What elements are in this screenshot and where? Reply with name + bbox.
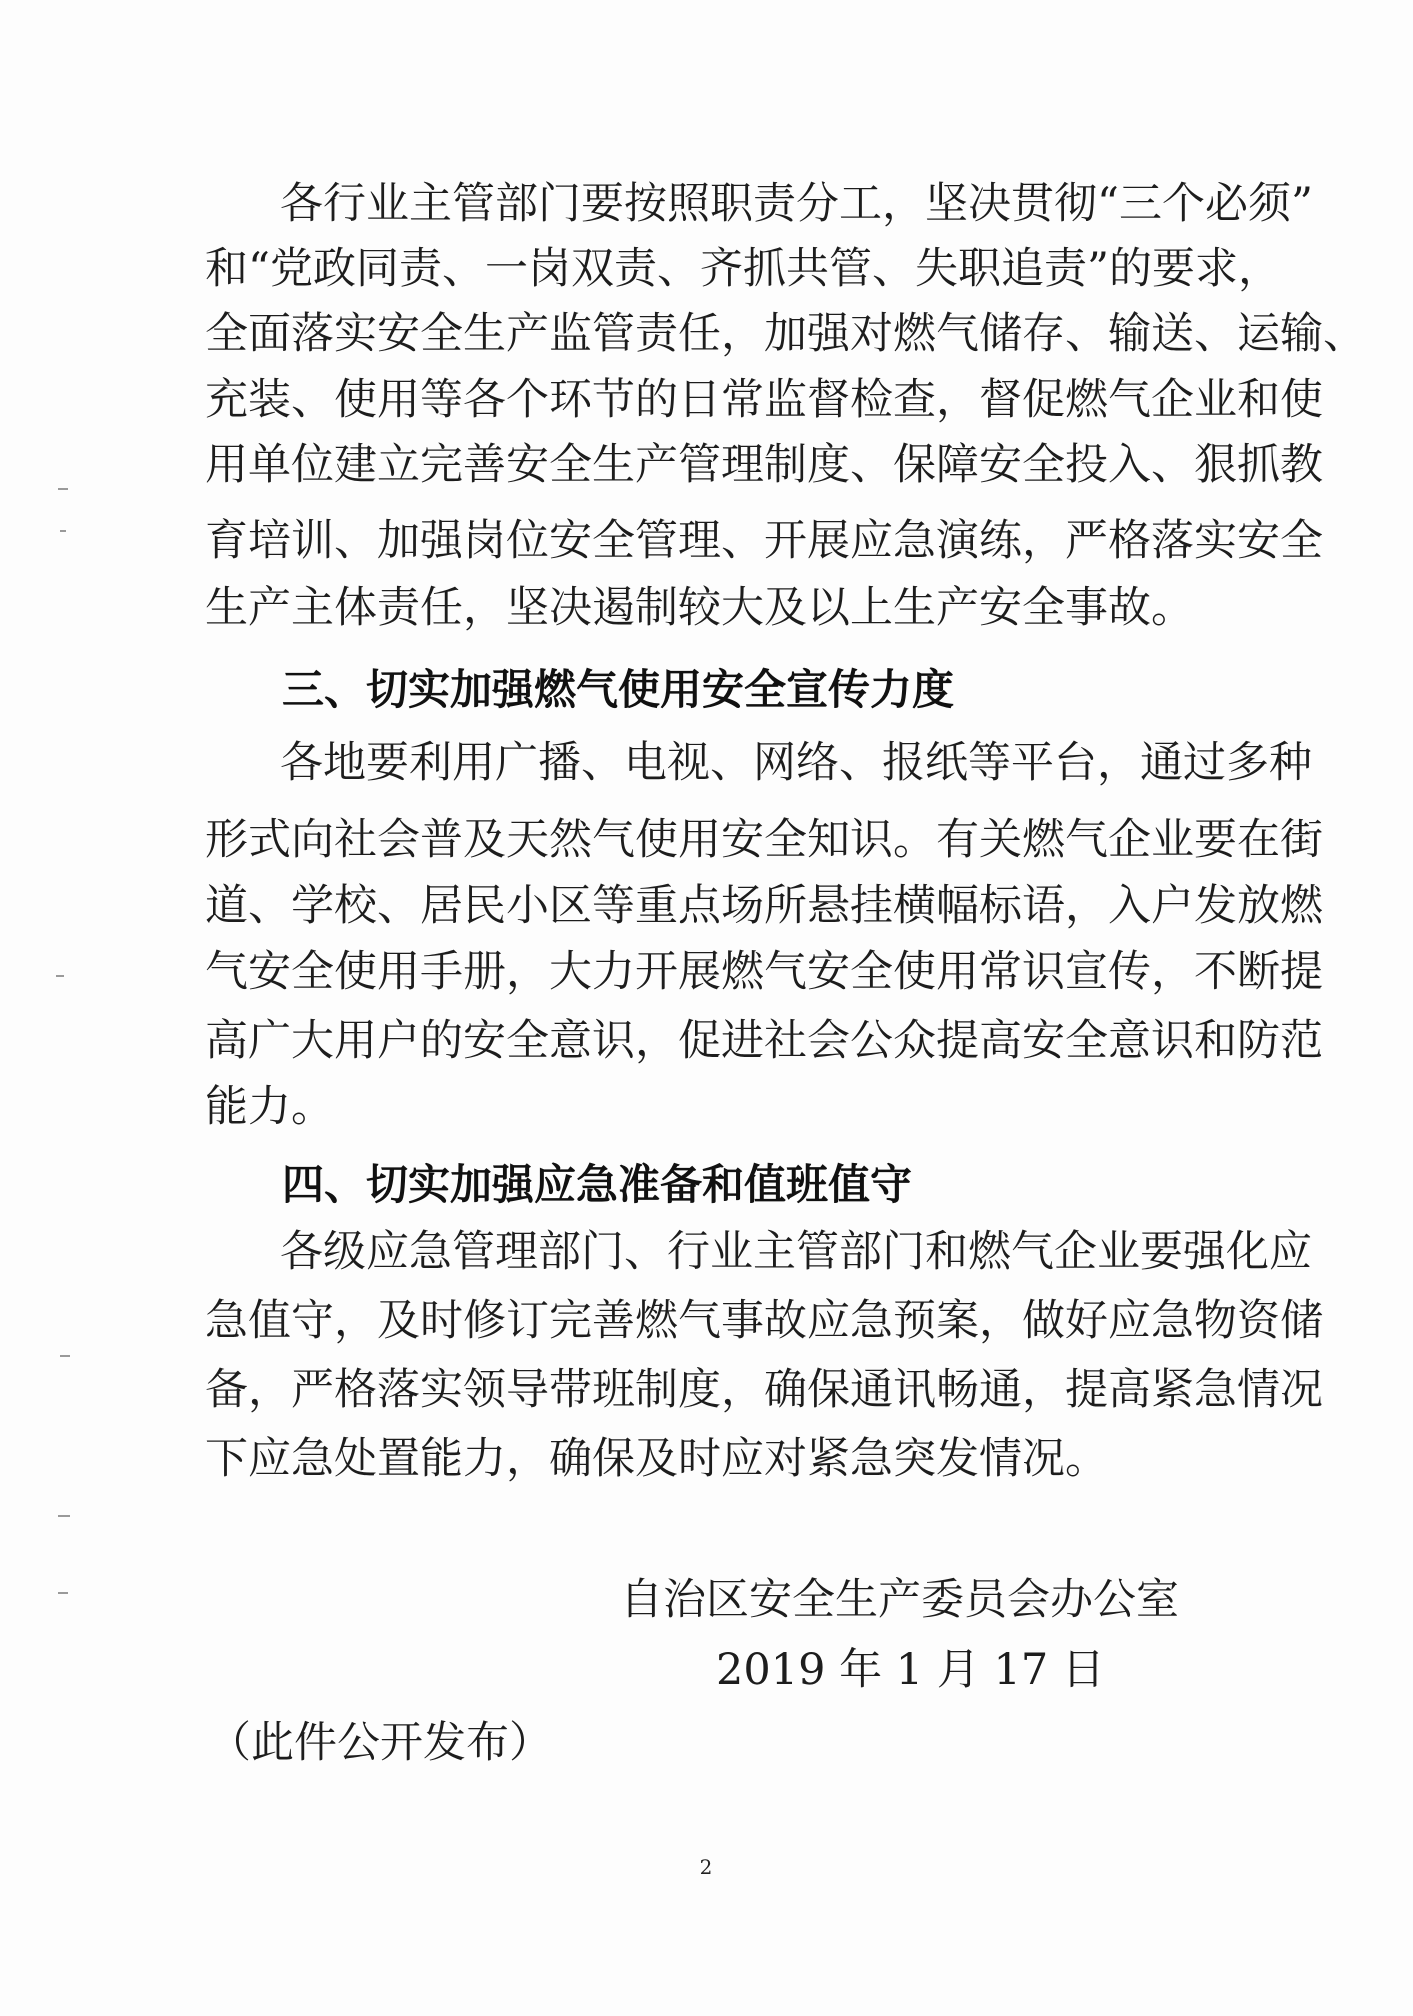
paragraph-3-line-3: 道、学校、居民小区等重点场所悬挂横幅标语，入户发放燃 (205, 881, 1323, 931)
paragraph-1-line-2: 和“党政同责、一岗双责、齐抓共管、失职追责”的要求， (205, 244, 1281, 294)
page-number: 2 (699, 1855, 713, 1879)
signature-date: 2019 年 1 月 17 日 (716, 1645, 1105, 1695)
publish-notice: （此件公开发布） (208, 1718, 552, 1768)
paragraph-3-line-5: 高广大用户的安全意识，促进社会公众提高安全意识和防范 (205, 1016, 1323, 1066)
section-heading-4: 四、切实加强应急准备和值班值守 (282, 1160, 913, 1209)
paragraph-1-line-3: 全面落实安全生产监管责任，加强对燃气储存、输送、运输、 (205, 309, 1366, 359)
paragraph-1-line-6: 育培训、加强岗位安全管理、开展应急演练，严格落实安全 (205, 516, 1323, 566)
scan-mark (60, 1355, 70, 1357)
paragraph-1-line-7: 生产主体责任，坚决遏制较大及以上生产安全事故。 (205, 583, 1194, 633)
paragraph-1-line-1: 各行业主管部门要按照职责分工，坚决贯彻“三个必须” (280, 179, 1313, 229)
paragraph-3-line-4: 气安全使用手册，大力开展燃气安全使用常识宣传，不断提 (205, 947, 1323, 997)
paragraph-4-line-1: 各级应急管理部门、行业主管部门和燃气企业要强化应 (280, 1227, 1312, 1277)
scan-mark (58, 488, 68, 490)
paragraph-4-line-4: 下应急处置能力，确保及时应对紧急突发情况。 (205, 1434, 1108, 1484)
section-heading-3: 三、切实加强燃气使用安全宣传力度 (282, 665, 955, 714)
paragraph-4-line-2: 急值守，及时修订完善燃气事故应急预案，做好应急物资储 (205, 1296, 1323, 1346)
scan-mark (60, 530, 66, 532)
scan-mark (58, 1515, 70, 1517)
scan-mark (58, 1592, 68, 1594)
paragraph-4-line-3: 备，严格落实领导带班制度，确保通讯畅通，提高紧急情况 (205, 1365, 1323, 1415)
paragraph-3-line-2: 形式向社会普及天然气使用安全知识。有关燃气企业要在街 (205, 815, 1323, 865)
paragraph-3-line-6: 能力。 (205, 1082, 334, 1132)
paragraph-1-line-5: 用单位建立完善安全生产管理制度、保障安全投入、狠抓教 (205, 440, 1323, 490)
scan-mark (56, 975, 64, 977)
paragraph-1-line-4: 充装、使用等各个环节的日常监督检查，督促燃气企业和使 (205, 375, 1323, 425)
paragraph-3-line-1: 各地要利用广播、电视、网络、报纸等平台，通过多种 (280, 738, 1312, 788)
signature-organization: 自治区安全生产委员会办公室 (620, 1575, 1179, 1625)
